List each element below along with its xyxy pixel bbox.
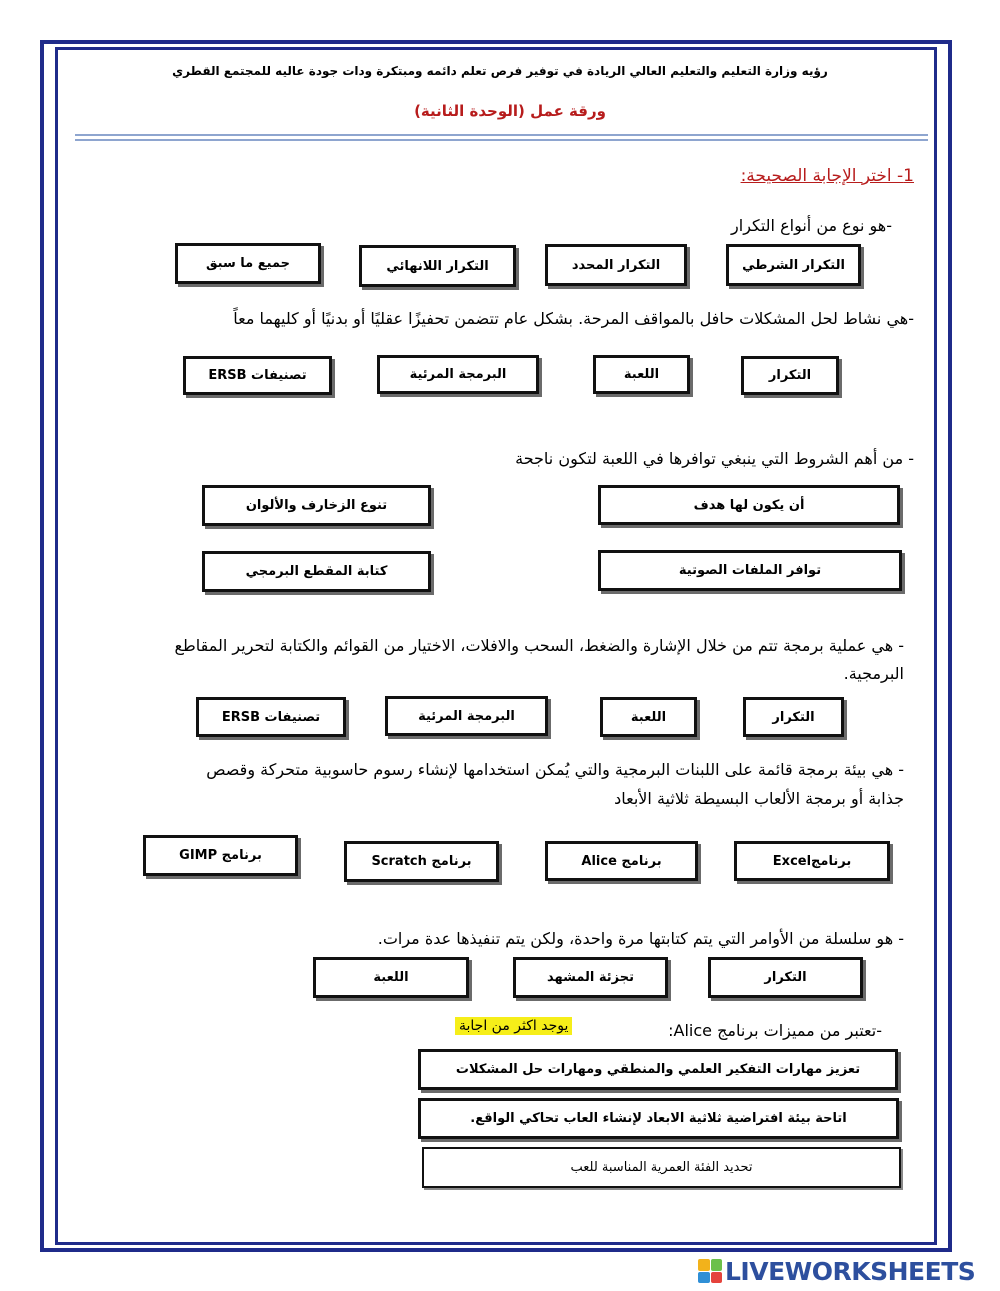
- header-rule-2: [75, 139, 928, 141]
- q7-option-3[interactable]: تحديد الفئة العمرية المناسبة للعب: [422, 1147, 901, 1188]
- q1-option-3[interactable]: التكرار اللانهائي: [359, 245, 516, 287]
- brand-name: LIVEWORKSHEETS: [725, 1256, 976, 1286]
- multiple-answers-note: يوجد اكثر من اجابة: [455, 1017, 572, 1035]
- question-3-stem: - من أهم الشروط التي ينبغي توافرها في اللعبة لتكون ناجحة: [515, 449, 914, 468]
- q5-option-1[interactable]: برنامجExcel: [734, 841, 890, 881]
- question-4-stem-line-2: البرمجية.: [843, 664, 904, 683]
- q6-option-2[interactable]: تجزئة المشهد: [513, 957, 668, 998]
- liveworksheets-icon: [698, 1259, 722, 1283]
- question-4-stem-line-1: - هي عملية برمجة تتم من خلال الإشارة والضغط، السحب والافلات، الاختيار من القوائم والكتابة لتحرير المقاطع: [174, 636, 904, 655]
- q5-option-3[interactable]: برنامج Scratch: [344, 841, 499, 882]
- q3-option-4[interactable]: كتابة المقطع البرمجي: [202, 551, 431, 592]
- worksheet-title: ورقة عمل (الوحدة الثانية): [414, 102, 606, 120]
- q3-option-3[interactable]: توافر الملفات الصوتية: [598, 550, 902, 591]
- question-5-stem-line-1: - هي بيئة برمجة قائمة على اللبنات البرمجية والتي يُمكن استخدامها لإنشاء رسوم حاسوبية متحركة وقصص: [206, 760, 904, 779]
- question-7-stem: -تعتبر من مميزات برنامج Alice:: [668, 1021, 882, 1040]
- q5-option-2[interactable]: برنامج Alice: [545, 841, 698, 881]
- q1-option-2[interactable]: التكرار المحدد: [545, 244, 687, 286]
- q3-option-1[interactable]: أن يكون لها هدف: [598, 485, 900, 525]
- q5-option-4[interactable]: برنامج GIMP: [143, 835, 298, 876]
- q4-option-1[interactable]: التكرار: [743, 697, 844, 737]
- question-1-stem: -هو نوع من أنواع التكرار: [731, 216, 892, 235]
- q2-option-2[interactable]: اللعبة: [593, 355, 690, 394]
- section-title: 1- اختر الإجابة الصحيحة:: [740, 166, 914, 186]
- q1-option-4[interactable]: جميع ما سبق: [175, 243, 321, 284]
- q1-option-1[interactable]: التكرار الشرطي: [726, 244, 861, 286]
- question-5-stem-line-2: جذابة أو برمجة الألعاب البسيطة ثلاثية الأبعاد: [614, 789, 904, 808]
- question-2-stem: -هي نشاط لحل المشكلات حافل بالمواقف المرحة. بشكل عام تتضمن تحفيزًا عقليًا أو بدنيًا أو كليهما معاً: [233, 309, 914, 328]
- q2-option-1[interactable]: التكرار: [741, 356, 839, 395]
- q6-option-1[interactable]: التكرار: [708, 957, 863, 998]
- q7-option-2[interactable]: اتاحة بيئة افتراضية ثلاثية الابعاد لإنشاء العاب تحاكي الواقع.: [418, 1098, 899, 1139]
- q3-option-2[interactable]: تنوع الزخارف والألوان: [202, 485, 431, 526]
- q4-option-3[interactable]: البرمجة المرئية: [385, 696, 548, 736]
- q2-option-3[interactable]: البرمجة المرئية: [377, 355, 539, 394]
- q4-option-2[interactable]: اللعبة: [600, 697, 697, 737]
- question-6-stem: - هو سلسلة من الأوامر التي يتم كتابتها مرة واحدة، ولكن يتم تنفيذها عدة مرات.: [377, 929, 904, 948]
- header-rule: [75, 134, 928, 136]
- liveworksheets-logo: [698, 1258, 975, 1284]
- q7-option-1[interactable]: تعزيز مهارات التفكير العلمي والمنطقي ومهارات حل المشكلات: [418, 1049, 898, 1090]
- q2-option-4[interactable]: تصنيفات ERSB: [183, 356, 332, 395]
- ministry-vision: رؤيه وزارة التعليم والتعليم العالي الريادة في توفير فرص تعلم دائمه ومبتكرة ودات جودة عاليه للمجتمع القطري: [172, 64, 828, 78]
- q6-option-3[interactable]: اللعبة: [313, 957, 469, 998]
- q4-option-4[interactable]: تصنيفات ERSB: [196, 697, 346, 737]
